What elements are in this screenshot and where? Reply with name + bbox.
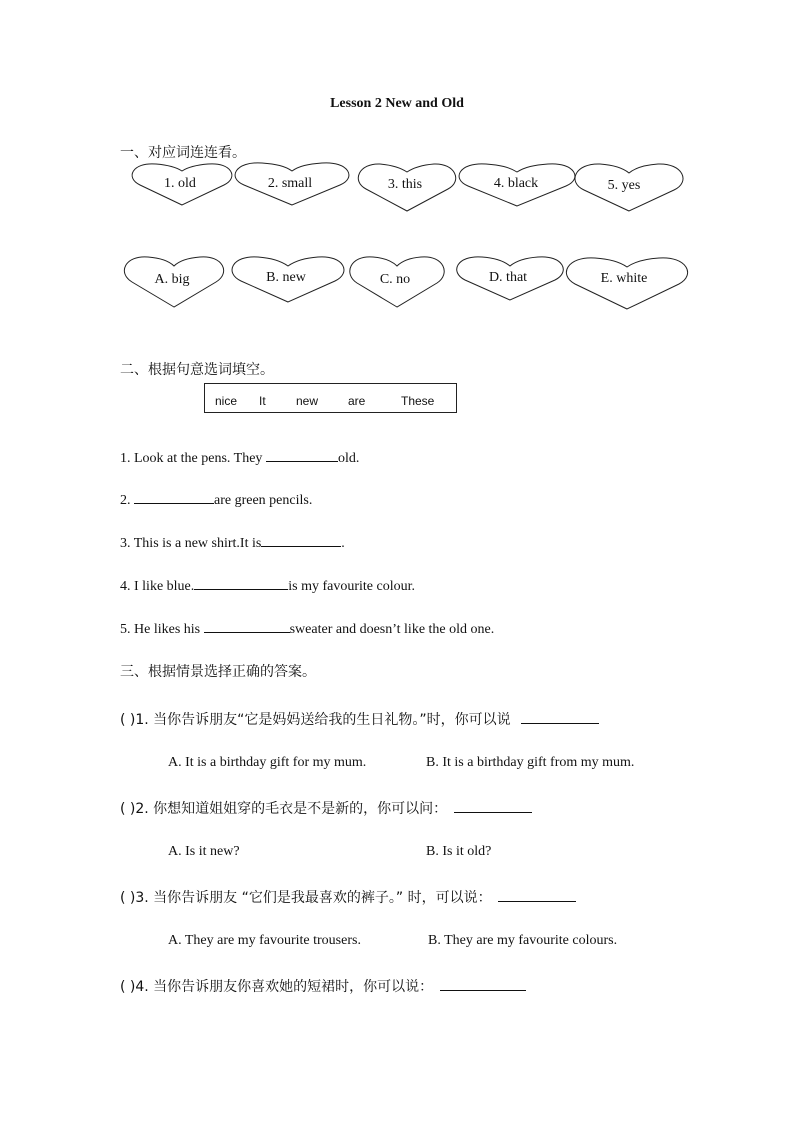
question-prompt: 1. 当你告诉朋友“它是妈妈送给我的生日礼物。”时，你可以说 [135, 712, 511, 728]
answer-blank[interactable] [194, 576, 288, 590]
option-a[interactable]: A. Is it new? [168, 844, 240, 859]
question-text: . [341, 536, 345, 551]
question-prompt: 3. 当你告诉朋友 “它们是我最喜欢的裤子。” 时，可以说： [135, 890, 492, 906]
question-text: is my favourite colour. [288, 579, 416, 594]
fill-question-2 [120, 490, 312, 509]
word-bank-box [204, 383, 457, 413]
option-b[interactable]: B. They are my favourite colours. [428, 933, 618, 948]
question-text: are green pencils. [214, 493, 313, 508]
heart-label: C. no [379, 272, 411, 287]
answer-blank[interactable] [261, 533, 341, 547]
heart-label: B. new [266, 270, 306, 285]
word-bank-item: nice [215, 394, 238, 408]
heart-label: 2. small [267, 176, 313, 191]
question-text: 5. He likes his [120, 622, 204, 637]
fill-question-5 [120, 619, 494, 638]
fill-question-1 [120, 448, 359, 467]
heart-label: 4. black [493, 176, 539, 191]
question-text: 1. Look at the pens. They [120, 451, 266, 466]
fill-question-3 [120, 533, 345, 552]
fill-question-4 [120, 576, 415, 595]
option-b[interactable]: B. Is it old? [426, 844, 492, 859]
choice-question-2 [120, 798, 532, 818]
choice-question-4 [120, 976, 526, 996]
choice-question-1 [120, 709, 599, 729]
answer-blank[interactable] [454, 799, 532, 813]
answer-blank[interactable] [440, 977, 526, 991]
section3-heading: 三、根据情景选择正确的答案。 [120, 664, 316, 680]
answer-parenthesis[interactable]: ( ) [120, 979, 136, 995]
heart-label: A. big [154, 272, 190, 287]
heart-label: E. white [600, 271, 648, 286]
answer-parenthesis[interactable]: ( ) [120, 712, 136, 728]
answer-blank[interactable] [521, 710, 599, 724]
question-text: 4. I like blue. [120, 579, 195, 594]
answer-blank[interactable] [134, 490, 214, 504]
answer-parenthesis[interactable]: ( ) [120, 801, 136, 817]
question-text: old. [337, 451, 360, 466]
heart-label: D. that [488, 270, 528, 285]
option-a[interactable]: A. It is a birthday gift for my mum. [168, 755, 367, 770]
option-a[interactable]: A. They are my favourite trousers. [168, 933, 361, 948]
question-text: sweater and doesn’t like the old one. [289, 622, 495, 637]
heart-label: 3. this [387, 177, 423, 192]
question-prompt: 2. 你想知道姐姐穿的毛衣是不是新的，你可以问： [135, 801, 448, 817]
section1-heading: 一、对应词连连看。 [120, 145, 246, 161]
word-bank-item: are [348, 394, 366, 408]
question-text: 2. [120, 493, 134, 508]
answer-blank[interactable] [266, 448, 338, 462]
answer-blank[interactable] [498, 888, 576, 902]
answer-parenthesis[interactable]: ( ) [120, 890, 136, 906]
heart-label: 5. yes [607, 178, 641, 193]
word-bank-item: It [259, 394, 266, 408]
question-text: 3. This is a new shirt.It is [120, 536, 262, 551]
choice-question-3 [120, 887, 576, 907]
word-bank-item: new [296, 394, 319, 408]
heart-label: 1. old [164, 176, 196, 191]
word-bank-item: These [401, 394, 435, 408]
option-b[interactable]: B. It is a birthday gift from my mum. [426, 755, 635, 770]
question-prompt: 4. 当你告诉朋友你喜欢她的短裙时，你可以说： [135, 979, 434, 995]
section2-heading: 二、根据句意选词填空。 [120, 362, 274, 378]
answer-blank[interactable] [204, 619, 290, 633]
page-title: Lesson 2 New and Old [330, 96, 464, 111]
